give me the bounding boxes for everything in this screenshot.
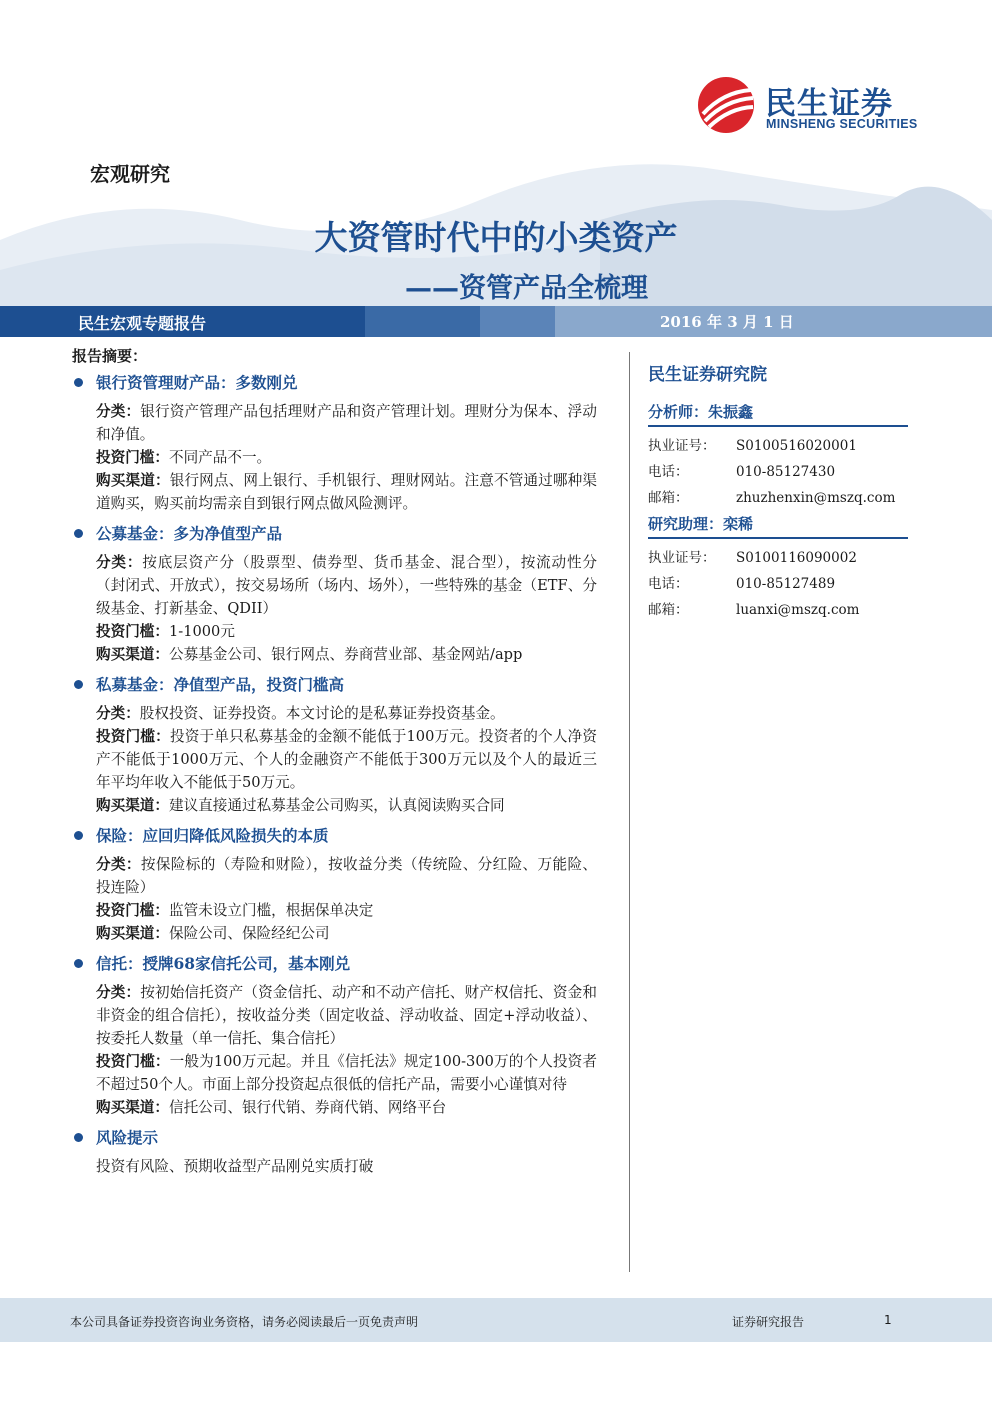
paragraph-key: 投资门槛： [96, 728, 170, 745]
contact-value: 010-85127489 [736, 576, 836, 592]
contact-label: 邮箱： [648, 490, 689, 506]
section-title [72, 825, 597, 847]
contact-value: luanxi@mszq.com [736, 602, 860, 618]
contact-row [648, 459, 908, 485]
bullet-icon [74, 831, 83, 840]
contact-row [648, 545, 908, 571]
paragraph-key: 投资门槛： [96, 449, 169, 466]
section-title [72, 674, 597, 696]
contact-value: S0100516020001 [736, 438, 857, 454]
paragraph-text: 股权投资、证券投资。本文讨论的是私募证券投资基金。 [139, 705, 505, 722]
section-title [72, 953, 597, 975]
assistant-contact [648, 545, 908, 623]
report-title: 大资管时代中的小类资产 [314, 218, 678, 257]
bullet-icon [74, 378, 83, 387]
summary-column [72, 345, 597, 1184]
analyst-sidebar [648, 360, 908, 623]
paragraph-text: 投资于单只私募基金的金额不能低于100万元。投资者的个人净资产不能低于1000万元、个人的金融资产不能低于300万元以及个人的最近三年平均年收入不能低于50万元。 [96, 728, 597, 791]
paragraph-key: 购买渠道： [96, 925, 169, 942]
paragraph-key: 购买渠道： [96, 1099, 169, 1116]
contact-row [648, 433, 908, 459]
section-paragraph [96, 981, 597, 1050]
analyst-contact [648, 433, 908, 511]
section-gap [72, 817, 597, 823]
section-title-text: 私募基金：净值型产品，投资门槛高 [96, 675, 345, 694]
page-number: 1 [884, 1313, 892, 1327]
contact-value: zhuzhenxin@mszq.com [736, 490, 896, 506]
contact-row [648, 485, 908, 511]
section-title [72, 523, 597, 545]
paragraph-text: 1-1000元 [168, 623, 235, 640]
paragraph-text: 不同产品不一。 [168, 449, 272, 466]
paragraph-text: 银行资产管理产品包括理财产品和资产管理计划。理财分为保本、浮动和净值。 [96, 403, 597, 443]
contact-row [648, 597, 908, 623]
paragraph-key: 购买渠道： [96, 646, 169, 663]
logo-english-name: MINSHENG SECURITIES [766, 117, 918, 131]
contact-label: 电话： [648, 464, 689, 480]
paragraph-key: 分类： [96, 403, 141, 420]
company-logo [695, 76, 925, 136]
section-title-text: 风险提示 [96, 1128, 159, 1147]
paragraph-key: 分类： [96, 984, 141, 1001]
contact-value: S0100116090002 [736, 550, 857, 566]
contact-label: 执业证号： [648, 550, 716, 566]
section-paragraph [96, 643, 597, 666]
paragraph-text: 按保险标的（寿险和财险），按收益分类（传统险、分红险、万能险、投连险） [96, 856, 597, 896]
assistant-heading: 研究助理：栾稀 [648, 513, 908, 539]
contact-label: 电话： [648, 576, 689, 592]
section-paragraph [96, 725, 597, 794]
paragraph-text: 银行网点、网上银行、手机银行、理财网站。注意不管通过哪种渠道购买，购买前均需亲自到银行网点做风险测评。 [96, 472, 597, 512]
paragraph-key: 投资门槛： [96, 1053, 170, 1070]
minsheng-logo-icon [695, 76, 757, 134]
summary-sections [72, 372, 597, 1184]
paragraph-text: 按初始信托资产（资金信托、动产和不动产信托、财产权信托、资金和非资金的组合信托），按收益分类（固定收益、浮动收益、固定+浮动收益）、按委托人数量（单一信托、集合信托） [96, 984, 597, 1047]
bullet-icon [74, 680, 83, 689]
paragraph-text: 信托公司、银行代销、券商代销、网络平台 [168, 1099, 447, 1116]
paragraph-text: 公募基金公司、银行网点、券商营业部、基金网站/app [168, 646, 523, 663]
paragraph-key: 分类： [96, 856, 141, 873]
section-gap [72, 1119, 597, 1125]
section-paragraph [96, 794, 597, 817]
section-paragraph [96, 1096, 597, 1119]
report-category: 宏观研究 [90, 162, 170, 186]
section-title-text: 保险：应回归降低风险损失的本质 [96, 826, 329, 845]
report-subtitle: ——资管产品全梳理 [405, 273, 648, 304]
report-type-label: 民生宏观专题报告 [78, 314, 207, 333]
paragraph-text: 保险公司、保险经纪公司 [168, 925, 330, 942]
bullet-icon [74, 529, 83, 538]
contact-label: 邮箱： [648, 602, 689, 618]
section-paragraph [96, 620, 597, 643]
section-title-text: 公募基金：多为净值型产品 [96, 524, 283, 543]
section-gap [72, 945, 597, 951]
column-divider [629, 352, 630, 1272]
section-gap [72, 515, 597, 521]
paragraph-key: 投资门槛： [96, 623, 169, 640]
paragraph-text: 建议直接通过私募基金公司购买，认真阅读购买合同 [168, 797, 505, 814]
bullet-icon [74, 1133, 83, 1142]
paragraph-text: 监管未设立门槛，根据保单决定 [168, 902, 374, 919]
section-paragraph [96, 551, 597, 620]
section-gap [72, 666, 597, 672]
section-paragraph [96, 446, 597, 469]
section-paragraph [96, 1155, 597, 1178]
section-paragraph [96, 702, 597, 725]
paragraph-key: 购买渠道： [96, 797, 169, 814]
footer-disclaimer: 本公司具备证券投资咨询业务资格，请务必阅读最后一页免责声明 [70, 1315, 419, 1329]
footer-report-type: 证券研究报告 [732, 1315, 805, 1329]
contact-label: 执业证号： [648, 438, 716, 454]
section-paragraph [96, 1050, 597, 1096]
paragraph-text: 一般为100万元起。并且《信托法》规定100-300万的个人投资者不超过50个人。市面上部分投资起点很低的信托产品，需要小心谨慎对待 [96, 1053, 597, 1093]
contact-row [648, 571, 908, 597]
paragraph-key: 分类： [96, 554, 143, 571]
section-title [72, 372, 597, 394]
bullet-icon [74, 959, 83, 968]
analyst-heading: 分析师：朱振鑫 [648, 401, 908, 427]
contact-value: 010-85127430 [736, 464, 836, 480]
paragraph-text: 按底层资产分（股票型、债券型、货币基金、混合型），按流动性分（封闭式、开放式），按交易场所（场内、场外），一些特殊的基金（ETF、分级基金、打新基金、QDII） [96, 554, 597, 617]
section-paragraph [96, 899, 597, 922]
summary-label: 报告摘要： [72, 347, 148, 365]
logo-chinese-name: 民生证券 [765, 86, 893, 122]
section-gap [72, 1178, 597, 1184]
section-title-text: 信托：授牌68家信托公司，基本刚兑 [96, 954, 351, 973]
section-title [72, 1127, 597, 1149]
section-paragraph [96, 922, 597, 945]
section-title-text: 银行资管理财产品：多数刚兑 [96, 373, 298, 392]
section-paragraph [96, 853, 597, 899]
report-date: 2016 年 3 月 1 日 [660, 313, 794, 331]
paragraph-key: 购买渠道： [96, 472, 170, 489]
paragraph-key: 分类： [96, 705, 140, 722]
paragraph-text: 投资有风险、预期收益型产品刚兑实质打破 [96, 1158, 374, 1175]
section-paragraph [96, 400, 597, 446]
section-paragraph [96, 469, 597, 515]
paragraph-key: 投资门槛： [96, 902, 169, 919]
institute-name: 民生证券研究院 [648, 365, 767, 385]
